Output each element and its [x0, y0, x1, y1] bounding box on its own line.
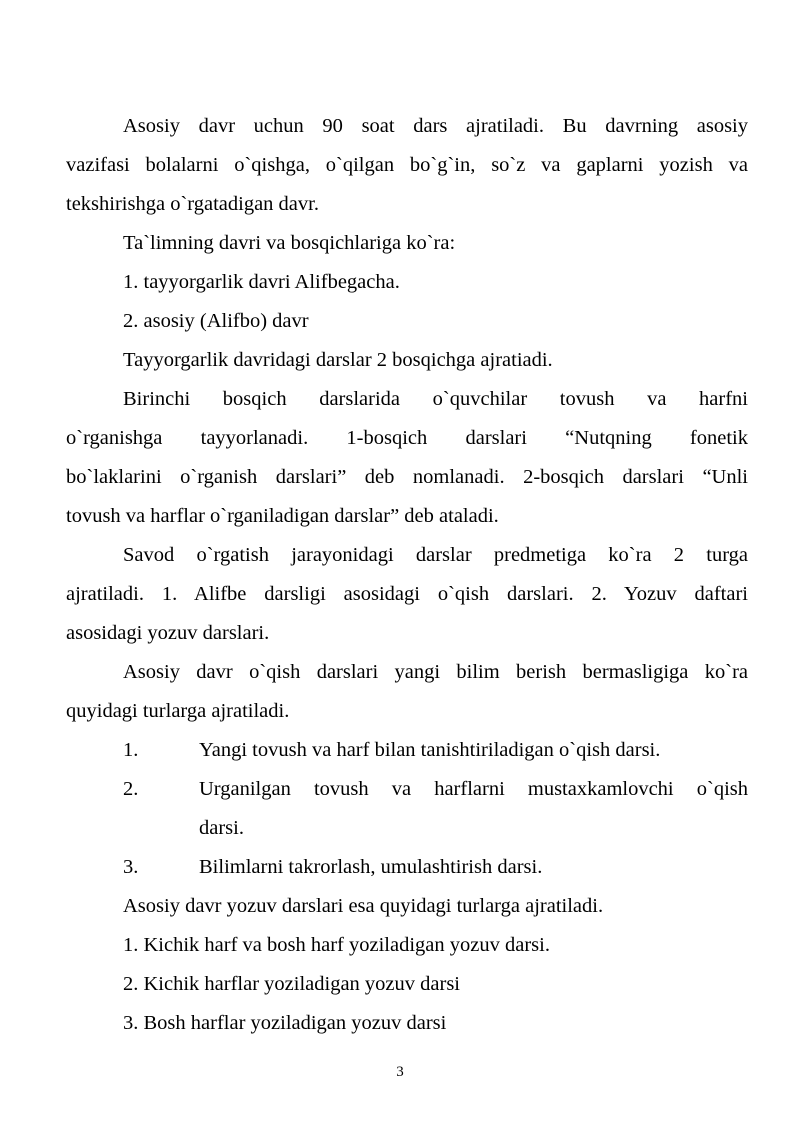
stage-item: 2. asosiy (Alifbo) davr — [123, 310, 309, 332]
stages-intro: Ta`limning davri va bosqichlariga ko`ra: — [123, 232, 456, 254]
writing-item: 1. Kichik harf va bosh harf yoziladigan yozuv darsi. — [123, 934, 550, 956]
paragraph-line: Birinchi bosqich darslarida o`quvchilar tovush va harfni — [123, 388, 748, 410]
paragraph-line: tekshirishga o`rgatadigan davr. — [66, 193, 319, 215]
list-number: 2. — [123, 778, 139, 800]
paragraph-line: Asosiy davr uchun 90 soat dars ajratiladi. Bu davrning asosiy — [123, 115, 748, 137]
list-number: 3. — [123, 856, 139, 878]
list-text: darsi. — [199, 817, 244, 839]
list-item — [66, 731, 748, 770]
paragraph-line: ajratiladi. 1. Alifbe darsligi asosidagi o`qish darslari. 2. Yozuv daftari — [66, 583, 748, 605]
paragraph-line: Savod o`rgatish jarayonidagi darslar predmetiga ko`ra 2 turga — [123, 544, 748, 566]
list-item — [66, 770, 748, 809]
writing-item: 3. Bosh harflar yoziladigan yozuv darsi — [123, 1012, 447, 1034]
paragraph-line: Asosiy davr o`qish darslari yangi bilim berish bermasligiga ko`ra — [123, 661, 748, 683]
paragraph-line: tovush va harflar o`rganiladigan darslar” deb ataladi. — [66, 505, 499, 527]
list-item — [66, 848, 748, 887]
list-number: 1. — [123, 739, 139, 761]
page-number: 3 — [396, 1064, 404, 1080]
paragraph-line: bo`laklarini o`rganish darslari” deb nomlanadi. 2-bosqich darslari “Unli — [66, 466, 748, 488]
paragraph-line: asosidagi yozuv darslari. — [66, 622, 270, 644]
document-page — [66, 107, 748, 1043]
paragraph-line: vazifasi bolalarni o`qishga, o`qilgan bo`g`in, so`z va gaplarni yozish va — [66, 154, 748, 176]
writing-intro: Asosiy davr yozuv darslari esa quyidagi turlarga ajratiladi. — [123, 895, 604, 917]
prep-lessons-text: Tayyorgarlik davridagi darslar 2 bosqichga ajratiadi. — [123, 349, 553, 371]
paragraph-line: quyidagi turlarga ajratiladi. — [66, 700, 290, 722]
list-text: Yangi tovush va harf bilan tanishtiriladigan o`qish darsi. — [199, 739, 661, 761]
list-text: Bilimlarni takrorlash, umulashtirish darsi. — [199, 856, 543, 878]
list-item-continuation — [66, 809, 748, 848]
list-text: Urganilgan tovush va harflarni mustaxkamlovchi o`qish — [199, 778, 748, 800]
paragraph-line: o`rganishga tayyorlanadi. 1-bosqich darslari “Nutqning fonetik — [66, 427, 748, 449]
stage-item: 1. tayyorgarlik davri Alifbegacha. — [123, 271, 400, 293]
writing-item: 2. Kichik harflar yoziladigan yozuv darsi — [123, 973, 460, 995]
